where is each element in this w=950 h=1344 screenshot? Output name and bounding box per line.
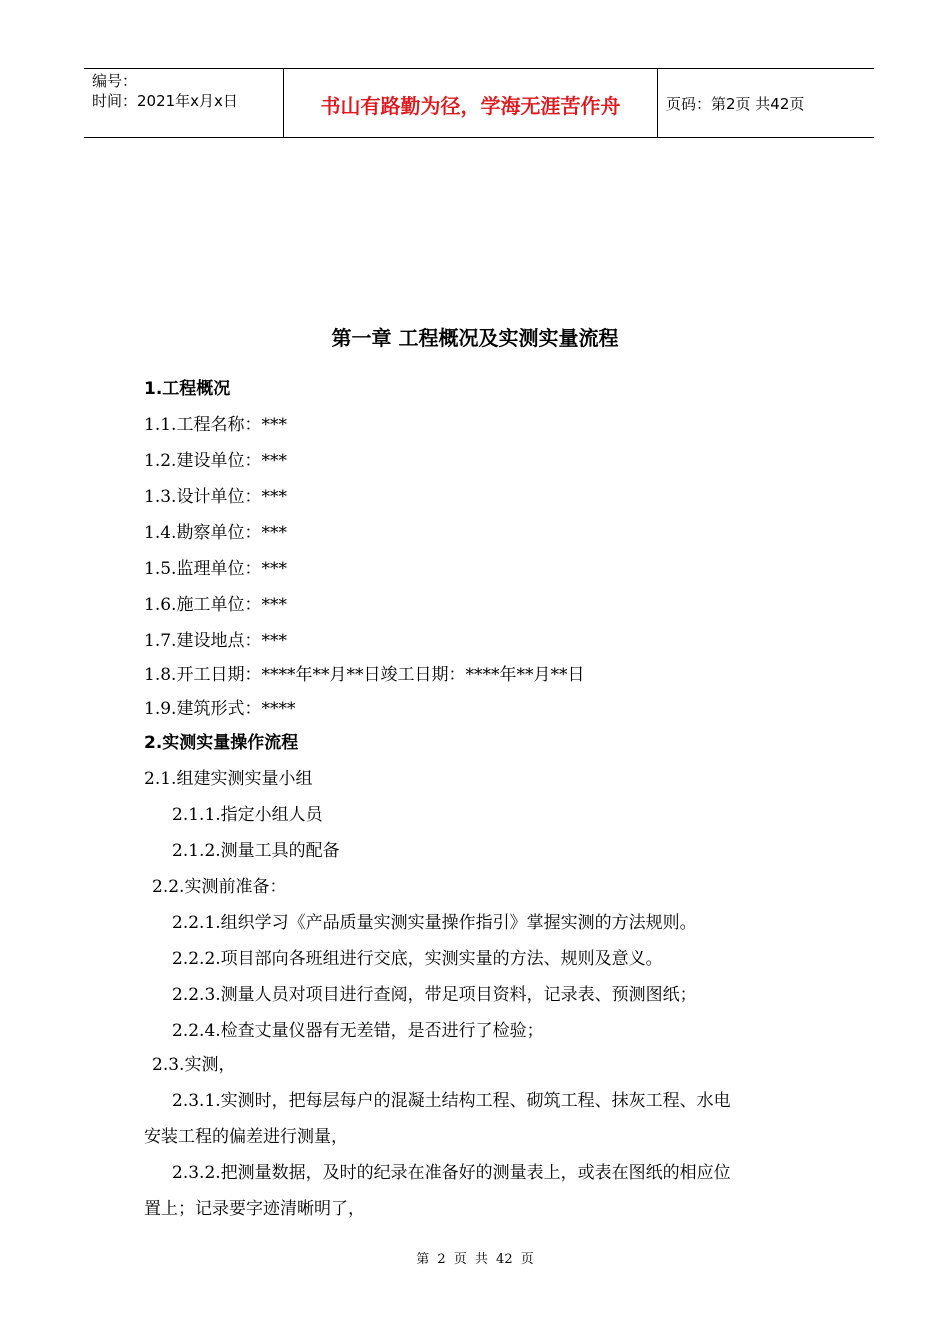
paragraph: 2.3.实测， <box>152 1055 236 1075</box>
paragraph: 2.2.3.测量人员对项目进行查阅，带足项目资料，记录表、预测图纸； <box>172 985 697 1005</box>
paragraph: 置上；记录要字迹清晰明了， <box>144 1199 365 1219</box>
paragraph: 1.9.建筑形式：**** <box>144 699 296 719</box>
page-header <box>84 68 874 138</box>
paragraph: 1.4.勘察单位：*** <box>144 523 287 543</box>
paragraph: 2.2.1.组织学习《产品质量实测实量操作指引》掌握实测的方法规则。 <box>172 913 697 933</box>
paragraph: 2.3.2.把测量数据，及时的纪录在准备好的测量表上，或表在图纸的相应位 <box>172 1163 731 1183</box>
number-label: 编号： <box>92 72 138 90</box>
paragraph: 2.2.2.项目部向各班组进行交底，实测实量的方法、规则及意义。 <box>172 949 663 969</box>
chapter-title: 第一章 工程概况及实测实量流程 <box>331 326 619 350</box>
paragraph: 2.1.组建实测实量小组 <box>144 769 313 789</box>
header-motto: 书山有路勤为径，学海无涯苦作舟 <box>284 69 658 137</box>
time-label: 时间：2021年x月x日 <box>92 92 238 110</box>
paragraph: 安装工程的偏差进行测量， <box>144 1127 348 1147</box>
paragraph: 1.7.建设地点：*** <box>144 631 287 651</box>
paragraph: 1.1.工程名称：*** <box>144 415 287 435</box>
header-meta <box>84 69 284 137</box>
paragraph: 1.8.开工日期：****年**月**日竣工日期：****年**月**日 <box>144 665 585 685</box>
section-heading: 1.工程概况 <box>144 379 231 399</box>
paragraph: 2.1.2.测量工具的配备 <box>172 841 340 861</box>
section-heading: 2.实测实量操作流程 <box>144 733 299 753</box>
header-page-label: 页码：第2页 共42页 <box>666 94 805 113</box>
paragraph: 2.2.实测前准备： <box>152 877 287 897</box>
paragraph: 2.2.4.检查丈量仪器有无差错，是否进行了检验； <box>172 1021 544 1041</box>
paragraph: 2.3.1.实测时，把每层每户的混凝土结构工程、砌筑工程、抹灰工程、水电 <box>172 1091 731 1111</box>
paragraph: 1.6.施工单位：*** <box>144 595 287 615</box>
paragraph: 1.3.设计单位：*** <box>144 487 287 507</box>
paragraph: 1.2.建设单位：*** <box>144 451 287 471</box>
page-footer: 第 2 页 共 42 页 <box>416 1252 534 1267</box>
paragraph: 2.1.1.指定小组人员 <box>172 805 323 825</box>
paragraph: 1.5.监理单位：*** <box>144 559 287 579</box>
